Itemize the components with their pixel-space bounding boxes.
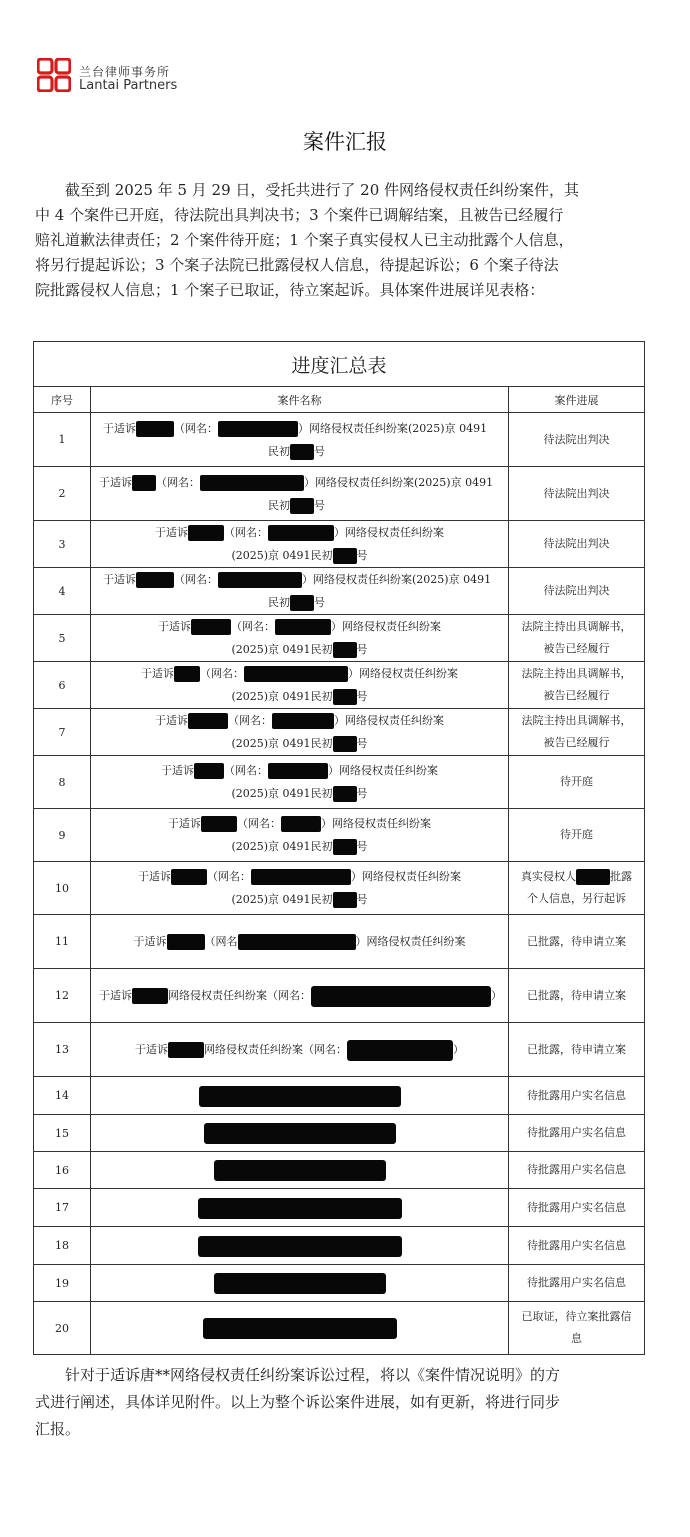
row-number: 5: [34, 615, 91, 662]
redaction-block: [333, 839, 357, 855]
progress-cell: 待批露用户实名信息: [509, 1152, 645, 1189]
table-caption: 进度汇总表: [34, 342, 645, 387]
progress-cell: 已批露，待申请立案: [509, 969, 645, 1023]
table-row: [34, 1302, 645, 1355]
redaction-block: [188, 525, 224, 541]
table-row: [34, 662, 645, 709]
table-row: [34, 1023, 645, 1077]
redaction-block: [244, 666, 348, 682]
case-name-cell: [91, 1189, 509, 1227]
redaction-block: [171, 869, 207, 885]
row-number: 7: [34, 709, 91, 756]
redaction-block: [132, 475, 156, 491]
progress-cell: 待批露用户实名信息: [509, 1265, 645, 1302]
redaction-block: [218, 421, 298, 437]
row-number: 1: [34, 413, 91, 467]
case-name-cell: [91, 1115, 509, 1152]
intro-line: 院批露侵权人信息；1 个案子已取证，待立案起诉。具体案件进展详见表格：: [35, 281, 545, 299]
table-row: [34, 809, 645, 862]
redaction-block: [251, 869, 351, 885]
firm-name-cn: 兰台律师事务所: [79, 65, 171, 79]
case-name-cell: [91, 1302, 509, 1355]
row-number: 8: [34, 756, 91, 809]
column-header-case-name: 案件名称: [91, 387, 509, 413]
case-name-cell: [91, 1227, 509, 1265]
redaction-block: [198, 1236, 402, 1257]
redaction-block: [201, 816, 237, 832]
firm-logo-icon: [37, 58, 71, 92]
table-row: [34, 756, 645, 809]
column-header-number: 序号: [34, 387, 91, 413]
redaction-block: [333, 548, 357, 564]
table-row: [34, 615, 645, 662]
outro-line: 汇报。: [35, 1420, 81, 1438]
redaction-block: [198, 1198, 402, 1219]
row-number: 16: [34, 1152, 91, 1189]
redaction-block: [311, 986, 491, 1007]
case-name-cell: 于适诉 网络侵权责任纠纷案（网名： ）: [91, 969, 509, 1023]
row-number: 2: [34, 467, 91, 521]
row-number: 20: [34, 1302, 91, 1355]
redaction-block: [188, 713, 228, 729]
redaction-block: [199, 1086, 401, 1107]
redaction-block: [333, 736, 357, 752]
case-name-cell: [91, 1265, 509, 1302]
intro-line: 截至到 2025 年 5 月 29 日，受托共进行了 20 件网络侵权责任纠纷案件，其: [35, 181, 580, 199]
redaction-block: [194, 763, 224, 779]
redaction-block: [132, 988, 168, 1004]
redaction-block: [333, 642, 357, 658]
outro-line: 式进行阐述，具体详见附件。以上为整个诉讼案件进展，如有更新，将进行同步: [35, 1393, 561, 1411]
redaction-block: [136, 421, 174, 437]
progress-cell: 待批露用户实名信息: [509, 1077, 645, 1115]
redaction-block: [214, 1160, 386, 1181]
firm-name-en: Lantai Partners: [79, 78, 178, 93]
case-name-cell: 于适诉 （网名： ）网络侵权责任纠纷案 (2025)京 0491民初 号: [91, 756, 509, 809]
row-number: 15: [34, 1115, 91, 1152]
intro-paragraph: [35, 178, 647, 303]
case-name-cell: 于适诉 （网名： ）网络侵权责任纠纷案 (2025)京 0491民初 号: [91, 809, 509, 862]
progress-cell: 已取证，待立案批露信 息: [509, 1302, 645, 1355]
progress-cell: 已批露，待申请立案: [509, 915, 645, 969]
table-row: [34, 467, 645, 521]
row-number: 17: [34, 1189, 91, 1227]
redaction-block: [168, 1042, 204, 1058]
outro-line: 针对于适诉唐**网络侵权责任纠纷案诉讼过程，将以《案件情况说明》的方: [35, 1366, 561, 1384]
redaction-block: [214, 1273, 386, 1294]
case-name-cell: 于适诉 网络侵权责任纠纷案（网名： ）: [91, 1023, 509, 1077]
row-number: 11: [34, 915, 91, 969]
progress-cell: 待开庭: [509, 809, 645, 862]
progress-cell: 待批露用户实名信息: [509, 1227, 645, 1265]
case-name-cell: 于适诉 （网名： ）网络侵权责任纠纷案 (2025)京 0491民初 号: [91, 662, 509, 709]
redaction-block: [218, 572, 302, 588]
row-number: 14: [34, 1077, 91, 1115]
row-number: 12: [34, 969, 91, 1023]
intro-line: 赔礼道歉法律责任；2 个案件待开庭；1 个案子真实侵权人已主动批露个人信息，: [35, 231, 574, 249]
redaction-block: [333, 689, 357, 705]
case-name-cell: 于适诉 （网名： ）网络侵权责任纠纷案 (2025)京 0491民初 号: [91, 709, 509, 756]
redaction-block: [204, 1123, 396, 1144]
progress-cell: 待法院出判决: [509, 568, 645, 615]
case-name-cell: [91, 1077, 509, 1115]
table-row: [34, 1227, 645, 1265]
progress-cell: 法院主持出具调解书， 被告已经履行: [509, 662, 645, 709]
table-row: [34, 1115, 645, 1152]
case-name-cell: 于适诉 （网名： ）网络侵权责任纠纷案 (2025)京 0491民初 号: [91, 615, 509, 662]
intro-line: 中 4 个案件已开庭，待法院出具判决书；3 个案件已调解结案，且被告已经履行: [35, 206, 564, 224]
redaction-block: [275, 619, 331, 635]
case-name-cell: 于适诉 （网名： ）网络侵权责任纠纷案(2025)京 0491 民初 号: [91, 413, 509, 467]
row-number: 9: [34, 809, 91, 862]
intro-line: 将另行提起诉讼；3 个案子法院已批露侵权人信息，待提起诉讼；6 个案子待法: [35, 256, 559, 274]
redaction-block: [333, 786, 357, 802]
row-number: 19: [34, 1265, 91, 1302]
redaction-block: [203, 1318, 397, 1339]
table-row: [34, 1152, 645, 1189]
redaction-block: [281, 816, 321, 832]
redaction-block: [167, 934, 205, 950]
redaction-block: [290, 595, 314, 611]
redaction-block: [290, 444, 314, 460]
progress-cell: 待批露用户实名信息: [509, 1115, 645, 1152]
redaction-block: [333, 892, 357, 908]
table-row: [34, 969, 645, 1023]
progress-cell: 法院主持出具调解书， 被告已经履行: [509, 709, 645, 756]
table-row: [34, 709, 645, 756]
column-header-progress: 案件进展: [509, 387, 645, 413]
progress-cell: 待法院出判决: [509, 413, 645, 467]
table-row: [34, 413, 645, 467]
table-row: [34, 1189, 645, 1227]
document-title: 案件汇报: [303, 130, 387, 154]
redaction-block: [238, 934, 356, 950]
redaction-block: [347, 1040, 453, 1061]
progress-cell: 真实侵权人 批露 个人信息，另行起诉: [509, 862, 645, 915]
progress-cell: 法院主持出具调解书， 被告已经履行: [509, 615, 645, 662]
row-number: 6: [34, 662, 91, 709]
row-number: 10: [34, 862, 91, 915]
progress-cell: 待法院出判决: [509, 467, 645, 521]
case-name-cell: [91, 1152, 509, 1189]
table-row: [34, 862, 645, 915]
redaction-block: [191, 619, 231, 635]
redaction-block: [136, 572, 174, 588]
progress-cell: 待开庭: [509, 756, 645, 809]
redaction-block: [200, 475, 304, 491]
closing-paragraph: [35, 1362, 647, 1443]
case-name-cell: 于适诉 （网名： ）网络侵权责任纠纷案 (2025)京 0491民初 号: [91, 521, 509, 568]
redaction-block: [268, 525, 334, 541]
row-number: 4: [34, 568, 91, 615]
progress-cell: 待批露用户实名信息: [509, 1189, 645, 1227]
progress-cell: 待法院出判决: [509, 521, 645, 568]
table-row: [34, 1265, 645, 1302]
table-row: [34, 521, 645, 568]
redaction-block: [576, 869, 610, 885]
table-row: [34, 915, 645, 969]
redaction-block: [290, 498, 314, 514]
progress-summary-table: [33, 341, 645, 1355]
case-name-cell: 于适诉 （网名： ）网络侵权责任纠纷案 (2025)京 0491民初 号: [91, 862, 509, 915]
table-row: [34, 1077, 645, 1115]
progress-cell: 已批露，待申请立案: [509, 1023, 645, 1077]
redaction-block: [272, 713, 334, 729]
row-number: 3: [34, 521, 91, 568]
row-number: 18: [34, 1227, 91, 1265]
case-name-cell: 于适诉 （网名： ）网络侵权责任纠纷案(2025)京 0491 民初 号: [91, 467, 509, 521]
case-name-cell: 于适诉 （网名： ）网络侵权责任纠纷案(2025)京 0491 民初 号: [91, 568, 509, 615]
redaction-block: [268, 763, 328, 779]
table-row: [34, 568, 645, 615]
redaction-block: [174, 666, 200, 682]
row-number: 13: [34, 1023, 91, 1077]
case-name-cell: 于适诉 （网名 ）网络侵权责任纠纷案: [91, 915, 509, 969]
